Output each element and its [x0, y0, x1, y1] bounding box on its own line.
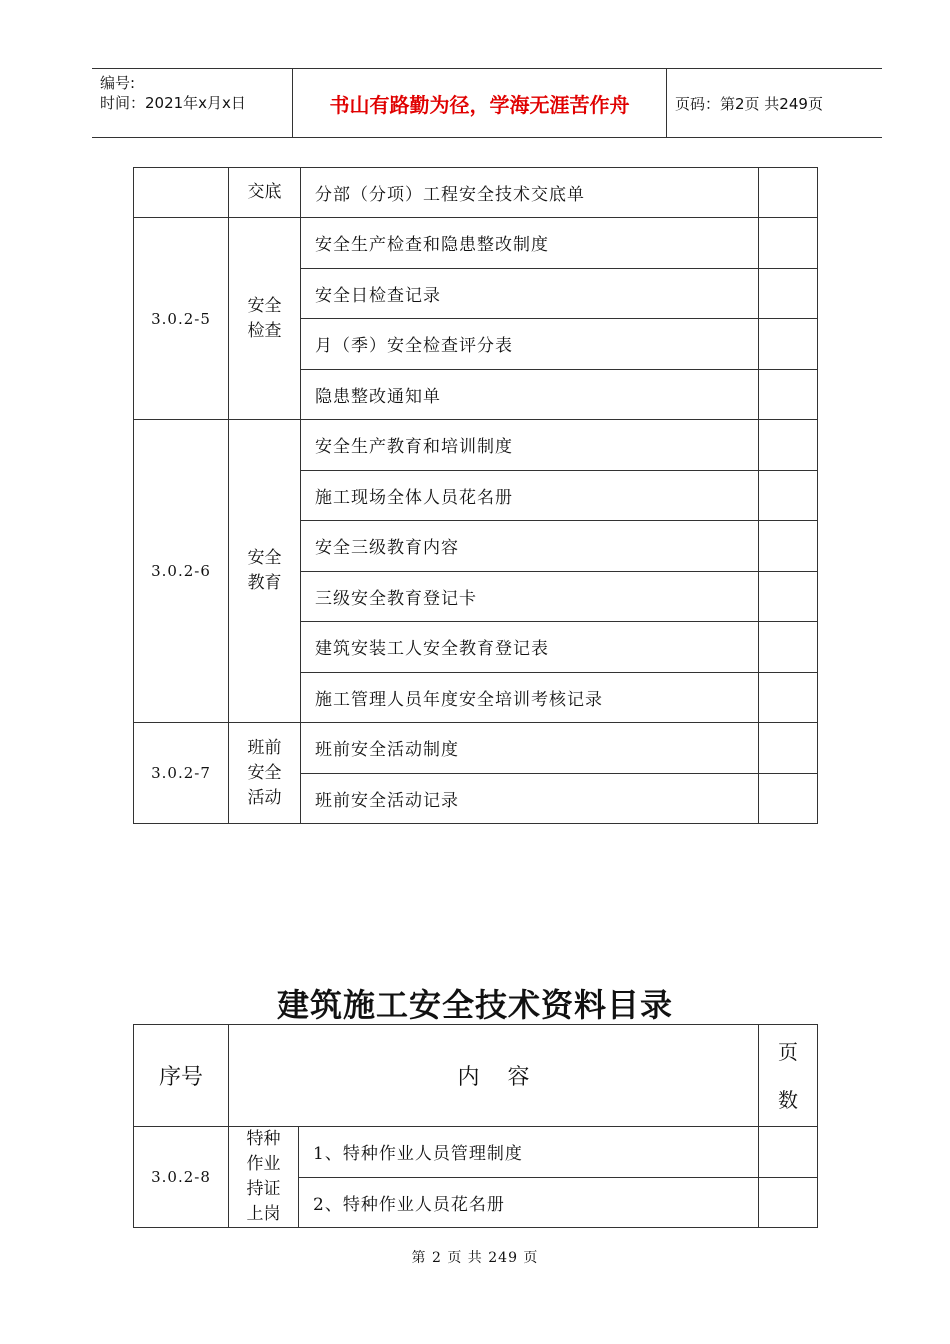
- code-label: 编号:: [100, 74, 136, 92]
- section-number: 3.0.2-7: [134, 723, 229, 824]
- item-name: 建筑安装工人安全教育登记表: [301, 622, 759, 673]
- section-category: 特种 作业 持证 上岗: [229, 1127, 299, 1228]
- safety-docs-table-2: [133, 1024, 818, 1228]
- item-name: 安全日检查记录: [301, 268, 759, 319]
- item-name: 分部（分项）工程安全技术交底单: [301, 168, 759, 218]
- header-pages: 页 数: [759, 1025, 818, 1127]
- item-name: 班前安全活动记录: [301, 773, 759, 824]
- page-count-cell: [759, 622, 818, 673]
- item-name: 安全生产检查和隐患整改制度: [301, 218, 759, 269]
- item-name: 隐患整改通知单: [301, 369, 759, 420]
- header-slogan: 书山有路勤为径，学海无涯苦作舟: [292, 69, 667, 137]
- table-row: [134, 168, 818, 218]
- header-meta: [92, 69, 292, 137]
- page-count-cell: [759, 268, 818, 319]
- item-name: 施工现场全体人员花名册: [301, 470, 759, 521]
- section-number: 3.0.2-5: [134, 218, 229, 420]
- header-content: 内 容: [229, 1025, 759, 1127]
- page-footer: 第 2 页 共 249 页: [411, 1250, 539, 1266]
- page-count-cell: [759, 1127, 818, 1178]
- page-header: [92, 68, 882, 138]
- page-count-cell: [759, 319, 818, 370]
- section-number: [134, 168, 229, 218]
- safety-docs-table-1: [133, 167, 818, 824]
- section-category: 安全 检查: [229, 218, 301, 420]
- section-category: 安全 教育: [229, 420, 301, 723]
- item-name: 三级安全教育登记卡: [301, 571, 759, 622]
- item-name: 安全三级教育内容: [301, 521, 759, 572]
- item-name: 1、特种作业人员管理制度: [299, 1127, 759, 1178]
- item-name: 施工管理人员年度安全培训考核记录: [301, 672, 759, 723]
- page-count-cell: [759, 571, 818, 622]
- page-count-cell: [759, 420, 818, 471]
- table-row: [134, 723, 818, 774]
- page-title: 建筑施工安全技术资料目录: [276, 986, 673, 1024]
- page-count-cell: [759, 1177, 818, 1228]
- section-category: 交底: [229, 168, 301, 218]
- page-count-cell: [759, 521, 818, 572]
- page-count-cell: [759, 723, 818, 774]
- page-count-cell: [759, 168, 818, 218]
- page-count-cell: [759, 218, 818, 269]
- page-count-cell: [759, 672, 818, 723]
- page-count-cell: [759, 470, 818, 521]
- time-label: 时间：2021年x月x日: [100, 94, 246, 112]
- item-name: 2、特种作业人员花名册: [299, 1177, 759, 1228]
- table-row: [134, 218, 818, 269]
- item-name: 安全生产教育和培训制度: [301, 420, 759, 471]
- item-name: 月（季）安全检查评分表: [301, 319, 759, 370]
- page-count-cell: [759, 773, 818, 824]
- section-number: 3.0.2-8: [134, 1127, 229, 1228]
- header-no: 序号: [134, 1025, 229, 1127]
- item-name: 班前安全活动制度: [301, 723, 759, 774]
- section-number: 3.0.2-6: [134, 420, 229, 723]
- page-count-cell: [759, 369, 818, 420]
- table-row: [134, 420, 818, 471]
- header-page-info: 页码：第2页 共249页: [675, 94, 823, 113]
- table-row: [134, 1127, 818, 1178]
- section-category: 班前 安全 活动: [229, 723, 301, 824]
